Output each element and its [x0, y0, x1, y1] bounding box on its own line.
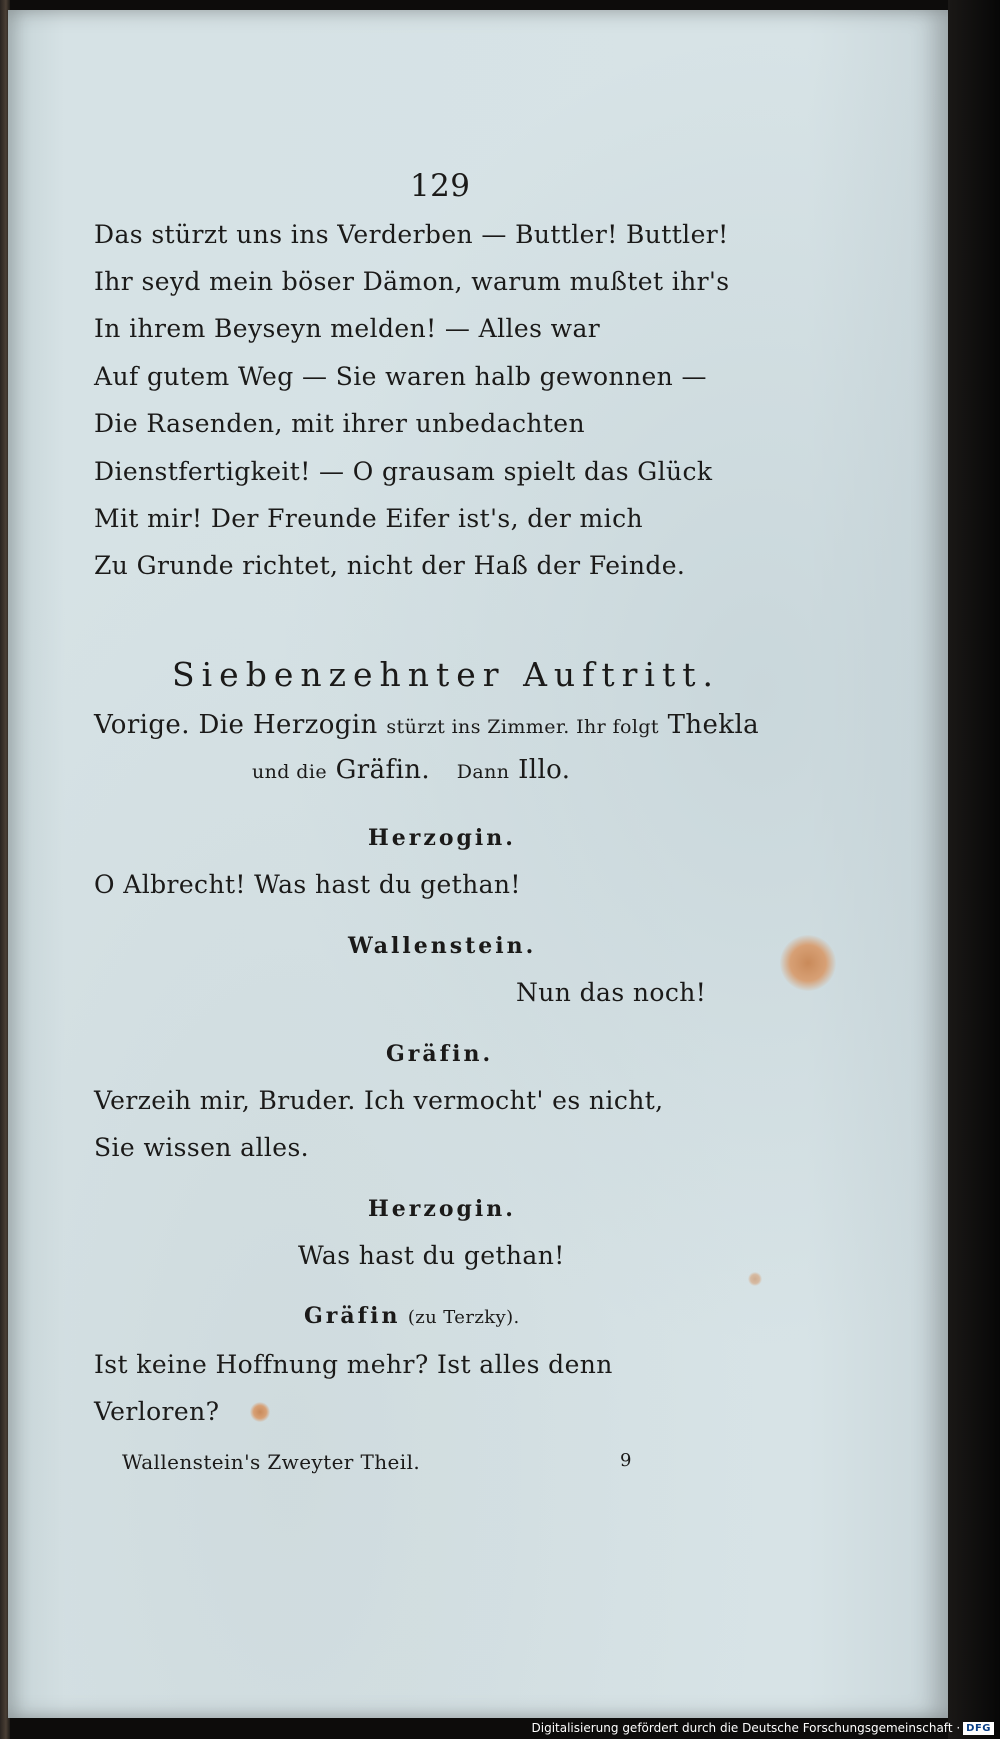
dialogue-graefin-3-line-1: Ist keine Hoffnung mehr? Ist alles denn [94, 1350, 613, 1379]
speaker-graefin-aside-line [304, 1303, 520, 1329]
verse-line-6: Dienstfertigkeit! — O grausam spielt das Glück [94, 457, 713, 486]
dialogue-graefin-line-1: Verzeih mir, Bruder. Ich vermocht' es nicht, [94, 1086, 664, 1115]
verse-line-7: Mit mir! Der Freunde Eifer ist's, der mich [94, 504, 643, 533]
book-page [8, 10, 948, 1718]
speaker-graefin: Gräfin. [386, 1041, 494, 1067]
verse-line-8: Zu Grunde richtet, nicht der Haß der Feinde. [94, 551, 686, 580]
verse-line-2: Ihr seyd mein böser Dämon, warum mußtet ihr's [94, 267, 730, 296]
stage-direction-character-thekla: Thekla [667, 710, 760, 740]
foxing-spot-small [748, 1272, 762, 1286]
foxing-stain [780, 935, 836, 991]
credit-text: Digitalisierung gefördert durch die Deutsche Forschungsgemeinschaft · [531, 1721, 961, 1735]
stage-direction-line-2 [252, 755, 570, 785]
page-edge-shadow [948, 0, 1000, 1739]
stage-direction-then: Dann [456, 761, 510, 783]
stage-aside: (zu Terzky). [407, 1307, 520, 1328]
verse-line-1: Das stürzt uns ins Verderben — Buttler! Buttler! [94, 220, 729, 249]
dialogue-herzogin-2: Was hast du gethan! [298, 1241, 565, 1270]
stage-direction-character-graefin: Gräfin. [335, 755, 431, 785]
footer-title: Wallenstein's Zweyter Theil. [122, 1450, 421, 1474]
dfg-logo-icon: DFG [963, 1722, 994, 1735]
stage-direction-characters: Vorige. Die Herzogin [94, 710, 378, 740]
verse-line-4: Auf gutem Weg — Sie waren halb gewonnen — [94, 362, 707, 391]
verse-line-3: In ihrem Beyseyn melden! — Alles war [94, 314, 601, 343]
stage-direction-character-illo: Illo. [518, 755, 571, 785]
digitization-credit [531, 1719, 998, 1737]
stage-direction-line-1 [94, 710, 759, 740]
dialogue-wallenstein: Nun das noch! [516, 978, 707, 1007]
stage-direction-action: stürzt ins Zimmer. Ihr folgt [386, 716, 659, 738]
page-number: 129 [410, 168, 471, 204]
dialogue-graefin-3-line-2: Verloren? [94, 1397, 220, 1426]
signature-mark: 9 [620, 1450, 632, 1471]
speaker-herzogin-2: Herzogin. [368, 1196, 516, 1222]
speaker-graefin-2: Gräfin [304, 1303, 401, 1329]
speaker-herzogin: Herzogin. [368, 825, 516, 851]
foxing-spot [250, 1402, 270, 1422]
speaker-wallenstein: Wallenstein. [348, 933, 537, 959]
dialogue-herzogin-1: O Albrecht! Was hast du gethan! [94, 870, 521, 899]
verse-line-5: Die Rasenden, mit ihrer unbedachten [94, 409, 585, 438]
stage-direction-conjunction: und die [252, 761, 327, 783]
dialogue-graefin-line-2: Sie wissen alles. [94, 1133, 310, 1162]
scene-heading: Siebenzehnter Auftritt. [172, 655, 720, 694]
